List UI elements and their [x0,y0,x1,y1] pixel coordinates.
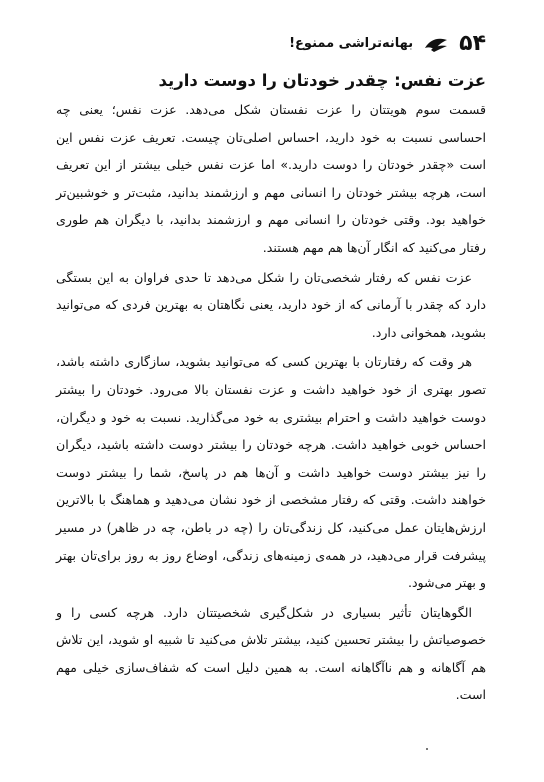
page-header [60,30,486,58]
paragraph: قسمت سوم هویتتان را عزت نفستان شکل می‌دهد. عزت نفس؛ یعنی چه احساسی نسبت به خود دارید، احساس اصلی‌تان چیست. تعریف عزت نفس این است «چقدر خودتان را دوست دارید.» اما عزت نفس خیلی بیشتر از این تعریف است، هرچه بیشتر خودتان را انسانی مهم و ارزشمند بدانید، مثبت‌تر و خوشبین‌تر خواهید بود. وقتی خودتان را انسانی مهم و ارزشمند بدانید، با دیگران هم طوری رفتار می‌کنید که انگار آن‌ها هم مهم هستند. [56,102,486,255]
page-number: ۵۴ [459,31,486,56]
running-title: بهانه‌تراشی ممنوع! [289,36,414,51]
body-text [56,96,486,711]
paragraph: الگوهایتان تأثیر بسیاری در شکل‌گیری شخصیتتان دارد. هرچه کسی را و خصوصیاتش را بیشتر تحسین کنید، بیشتر تلاش می‌کنید تا شبیه او شوید، این تلاش هم آگاهانه و هم ناآگاهانه است. به همین دلیل است که شفاف‌سازی خیلی مهم است. [56,604,486,703]
section-title: عزت نفس: چقدر خودتان را دوست دارید [158,71,486,90]
paragraph: عزت نفس که رفتار شخصی‌تان را شکل می‌دهد تا حدی فراوان به این بستگی دارد که چقدر با آرمانی که از خود دارید، یعنی نگاهتان به بهترین فردی که می‌توانید بشوید، همخوانی دارد. [56,269,486,340]
paragraph: هر وقت که رفتارتان با بهترین کسی که می‌توانید بشوید، سازگاری داشته باشد، تصور بهتری از خود خواهید داشت و عزت نفستان بالا می‌رود. خودتان را بیشتر دوست خواهید داشت و احترام بیشتری به خود می‌گذارید. نسبت به خود و دیگران، احساس خوبی خواهید داشت. هرچه خودتان را بیشتر دوست داشته باشید، دیگران را نیز بیشتر دوست خواهید داشت و آن‌ها هم در پاسخ، شما را بیشتر دوست خواهند داشت. وقتی که رفتار مشخصی از خود نشان می‌دهید و هماهنگ با بالاترین ارزش‌هایتان عمل می‌کنید، کل زندگی‌تان را (چه در باطن، چه در ظاهر) در مسیر پیشرفت قرار می‌دهید، در همه‌ی زمینه‌های زندگی، اوضاع روز به روز برای‌تان بهتر و بهتر می‌شود. [56,354,486,591]
scan-mark [426,748,428,750]
bird-logo-icon [423,35,449,53]
